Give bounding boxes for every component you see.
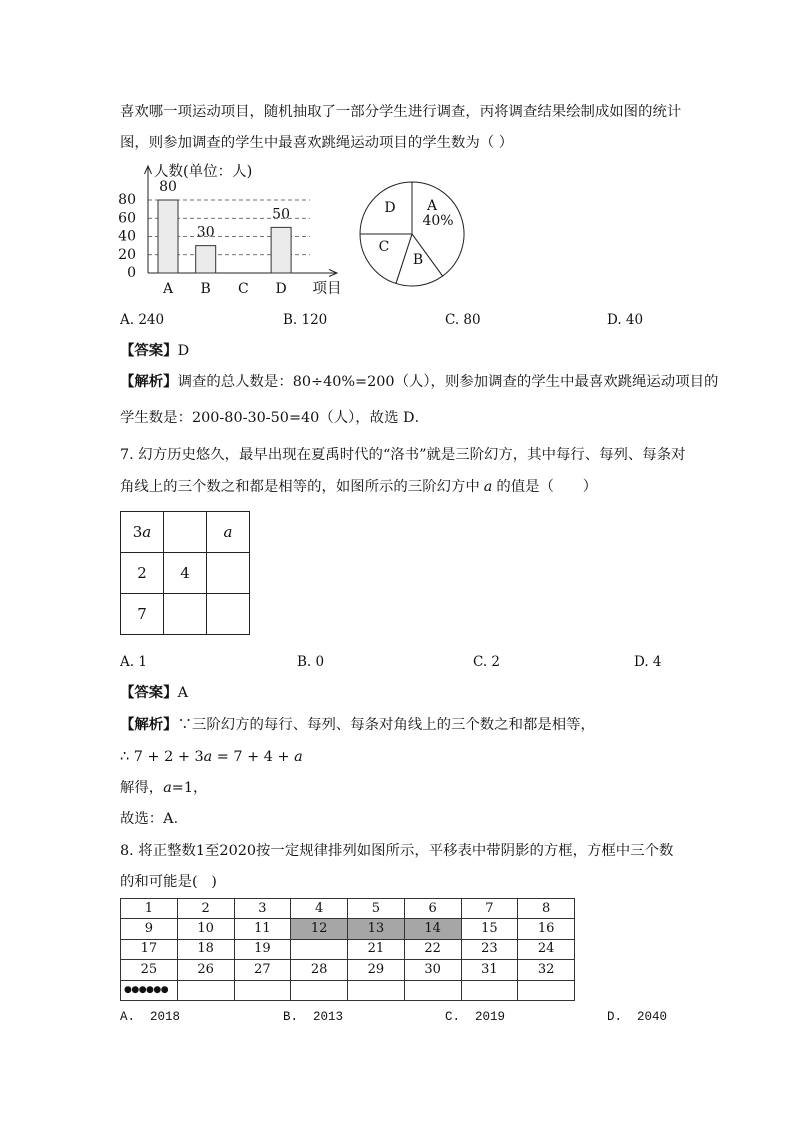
q7-stem-text: 角线上的三个数之和都是相等的，如图所示的三阶幻方中 (120, 479, 480, 495)
q7-solution (120, 778, 207, 798)
q6-option-c: C. 80 (445, 312, 481, 328)
table-cell: 29 (348, 960, 405, 980)
number-grid-table (120, 898, 575, 1001)
bar-value-label: 30 (196, 224, 215, 241)
q7-stem-line-2 (120, 477, 597, 497)
table-cell: 6 (404, 899, 461, 919)
x-tick-label: D (275, 281, 287, 297)
therefore-symbol: ∴ (120, 749, 134, 765)
table-cell (234, 980, 291, 1000)
solution-prefix: 解得， (120, 780, 164, 796)
q7-option-d: D. 4 (634, 654, 662, 670)
table-cell (291, 980, 348, 1000)
x-tick-labels (162, 281, 287, 297)
table-cell: 31 (461, 960, 518, 980)
answer-label: 【答案】 (120, 684, 178, 701)
table-row (121, 919, 575, 939)
y-tick-labels (118, 192, 136, 281)
table-row (121, 553, 250, 594)
bar-chart (100, 155, 350, 305)
table-row (121, 594, 250, 635)
magic-cell (164, 512, 207, 553)
bar-d (271, 227, 291, 273)
table-cell (518, 980, 575, 1000)
table-row (121, 960, 575, 980)
table-cell: 30 (404, 960, 461, 980)
q8-option-c: C. 2019 (445, 1010, 506, 1024)
table-cell (177, 980, 234, 1000)
bar-value-labels (159, 179, 290, 241)
q6-option-a: A. 240 (120, 312, 165, 328)
x-tick-label: A (162, 281, 174, 297)
bar-value-label: 80 (159, 179, 177, 195)
shaded-table-cell: 14 (404, 919, 461, 939)
solution-variable: a (163, 780, 172, 796)
q7-stem-variable: a (483, 479, 493, 495)
table-cell: 3 (234, 899, 291, 919)
table-cell: 8 (518, 899, 575, 919)
q8-option-b: B. 2013 (283, 1010, 344, 1024)
answer-label: 【答案】 (120, 342, 178, 359)
q7-equation (120, 747, 303, 767)
equation-variable: a (294, 749, 303, 765)
x-axis-label: 项目 (312, 281, 342, 297)
q7-option-c: C. 2 (473, 654, 501, 670)
q8-option-d: D. 2040 (607, 1010, 668, 1024)
table-cell: 7 (461, 899, 518, 919)
pie-percent-a: 40% (422, 213, 454, 229)
magic-cell: 7 (121, 594, 164, 635)
equation-rhs: = 7 + 4 + (212, 749, 295, 765)
table-cell: 22 (404, 939, 461, 959)
q6-stem-line-2: 图，则参加调查的学生中最喜欢跳绳运动项目的学生数为（ ） (120, 135, 514, 151)
x-tick-label: C (238, 281, 249, 297)
q8-stem-line-1: 8. 将正整数1至2020按一定规律排列如图所示，平移表中带阴影的方框，方框中三个数 (120, 843, 674, 859)
analysis-label: 【解析】 (120, 373, 178, 390)
analysis-text: 调查的总人数是：80÷40%=200（人），则参加调查的学生中最喜欢跳绳运动项目的 (177, 374, 719, 390)
table-cell: 11 (234, 919, 291, 939)
y-tick-label: 20 (118, 246, 136, 263)
table-row (121, 899, 575, 919)
answer-value: D (177, 343, 190, 359)
table-cell: 19 (234, 939, 291, 959)
bar-value-label: 50 (272, 206, 291, 223)
y-axis-label: 人数(单位：人) (154, 164, 253, 180)
shaded-table-cell: 12 (291, 919, 348, 939)
y-tick-label: 40 (118, 228, 136, 245)
table-cell: 9 (121, 919, 178, 939)
table-cell: 18 (177, 939, 234, 959)
cell-variable: a (223, 523, 233, 541)
table-cell: 27 (234, 960, 291, 980)
table-cell: 28 (291, 960, 348, 980)
bar-b (196, 246, 216, 273)
q7-stem-line-1: 7. 幻方历史悠久，最早出现在夏禹时代的“洛书”就是三阶幻方，其中每行、每列、每条对 (120, 447, 686, 463)
q6-analysis-line-2: 学生数是：200-80-30-50=40（人），故选 D． (120, 410, 429, 426)
table-cell: 26 (177, 960, 234, 980)
table-cell: 5 (348, 899, 405, 919)
y-tick-label: 80 (118, 192, 136, 208)
table-cell: 32 (518, 960, 575, 980)
table-cell: 23 (461, 939, 518, 959)
equation-lhs: 7 + 2 + 3 (133, 749, 204, 765)
pie-slices (360, 182, 464, 286)
table-row (121, 512, 250, 553)
table-cell (348, 980, 405, 1000)
table-cell: 10 (177, 919, 234, 939)
x-tick-label: B (200, 281, 211, 297)
q7-answer (120, 683, 188, 703)
q8-stem-line-2: 的和可能是( ) (120, 874, 217, 890)
pie-label-b: B (412, 252, 424, 268)
pie-chart (355, 176, 470, 292)
table-cell: 16 (518, 919, 575, 939)
cell-coefficient: 3 (132, 523, 143, 541)
q6-stem-line-1: 喜欢哪一项运动项目，随机抽取了一部分学生进行调查，丙将调查结果绘制成如图的统计 (120, 104, 682, 120)
continuation-cell: ●●●●●● (121, 980, 178, 1000)
q6-answer (120, 341, 189, 361)
table-cell (461, 980, 518, 1000)
table-cell: 25 (121, 960, 178, 980)
analysis-label: 【解析】 (120, 716, 178, 733)
magic-cell (164, 594, 207, 635)
bars (158, 200, 291, 273)
pie-label-a: A (426, 198, 438, 214)
cell-variable: a (142, 523, 152, 541)
magic-cell (207, 553, 250, 594)
table-cell: 4 (291, 899, 348, 919)
magic-square-table (120, 511, 250, 635)
q6-option-d: D. 40 (607, 312, 644, 328)
table-row (121, 939, 575, 959)
answer-value: A (177, 685, 188, 701)
q7-option-b: B. 0 (297, 654, 325, 670)
y-tick-label: 60 (118, 210, 136, 227)
table-cell: 1 (121, 899, 178, 919)
q7-conclusion: 故选：A． (120, 811, 188, 827)
q6-option-b: B. 120 (283, 312, 328, 328)
table-cell: 24 (518, 939, 575, 959)
table-row (121, 980, 575, 1000)
analysis-text: ∵三阶幻方的每行、每列、每条对角线上的三个数之和都是相等， (177, 717, 595, 733)
q7-option-a: A. 1 (120, 654, 147, 670)
shaded-table-cell: 13 (348, 919, 405, 939)
q7-stem-text: 的值是（ ） (496, 479, 598, 495)
pie-label-c: C (378, 239, 390, 255)
q7-analysis-line-1 (120, 715, 595, 735)
bar-a (158, 200, 178, 273)
magic-cell: 4 (164, 553, 207, 594)
magic-cell (207, 512, 250, 553)
magic-cell (121, 512, 164, 553)
table-cell: 2 (177, 899, 234, 919)
table-cell: 21 (348, 939, 405, 959)
table-cell (291, 939, 348, 959)
pie-label-d: D (384, 200, 396, 216)
table-cell (404, 980, 461, 1000)
y-tick-label: 0 (127, 265, 136, 281)
magic-cell: 2 (121, 553, 164, 594)
table-cell: 15 (461, 919, 518, 939)
magic-cell (207, 594, 250, 635)
solution-value: =1， (171, 780, 208, 796)
q6-analysis-line-1 (120, 372, 718, 392)
table-cell: 17 (121, 939, 178, 959)
q8-option-a: A. 2018 (120, 1010, 181, 1024)
equation-variable: a (203, 749, 213, 765)
